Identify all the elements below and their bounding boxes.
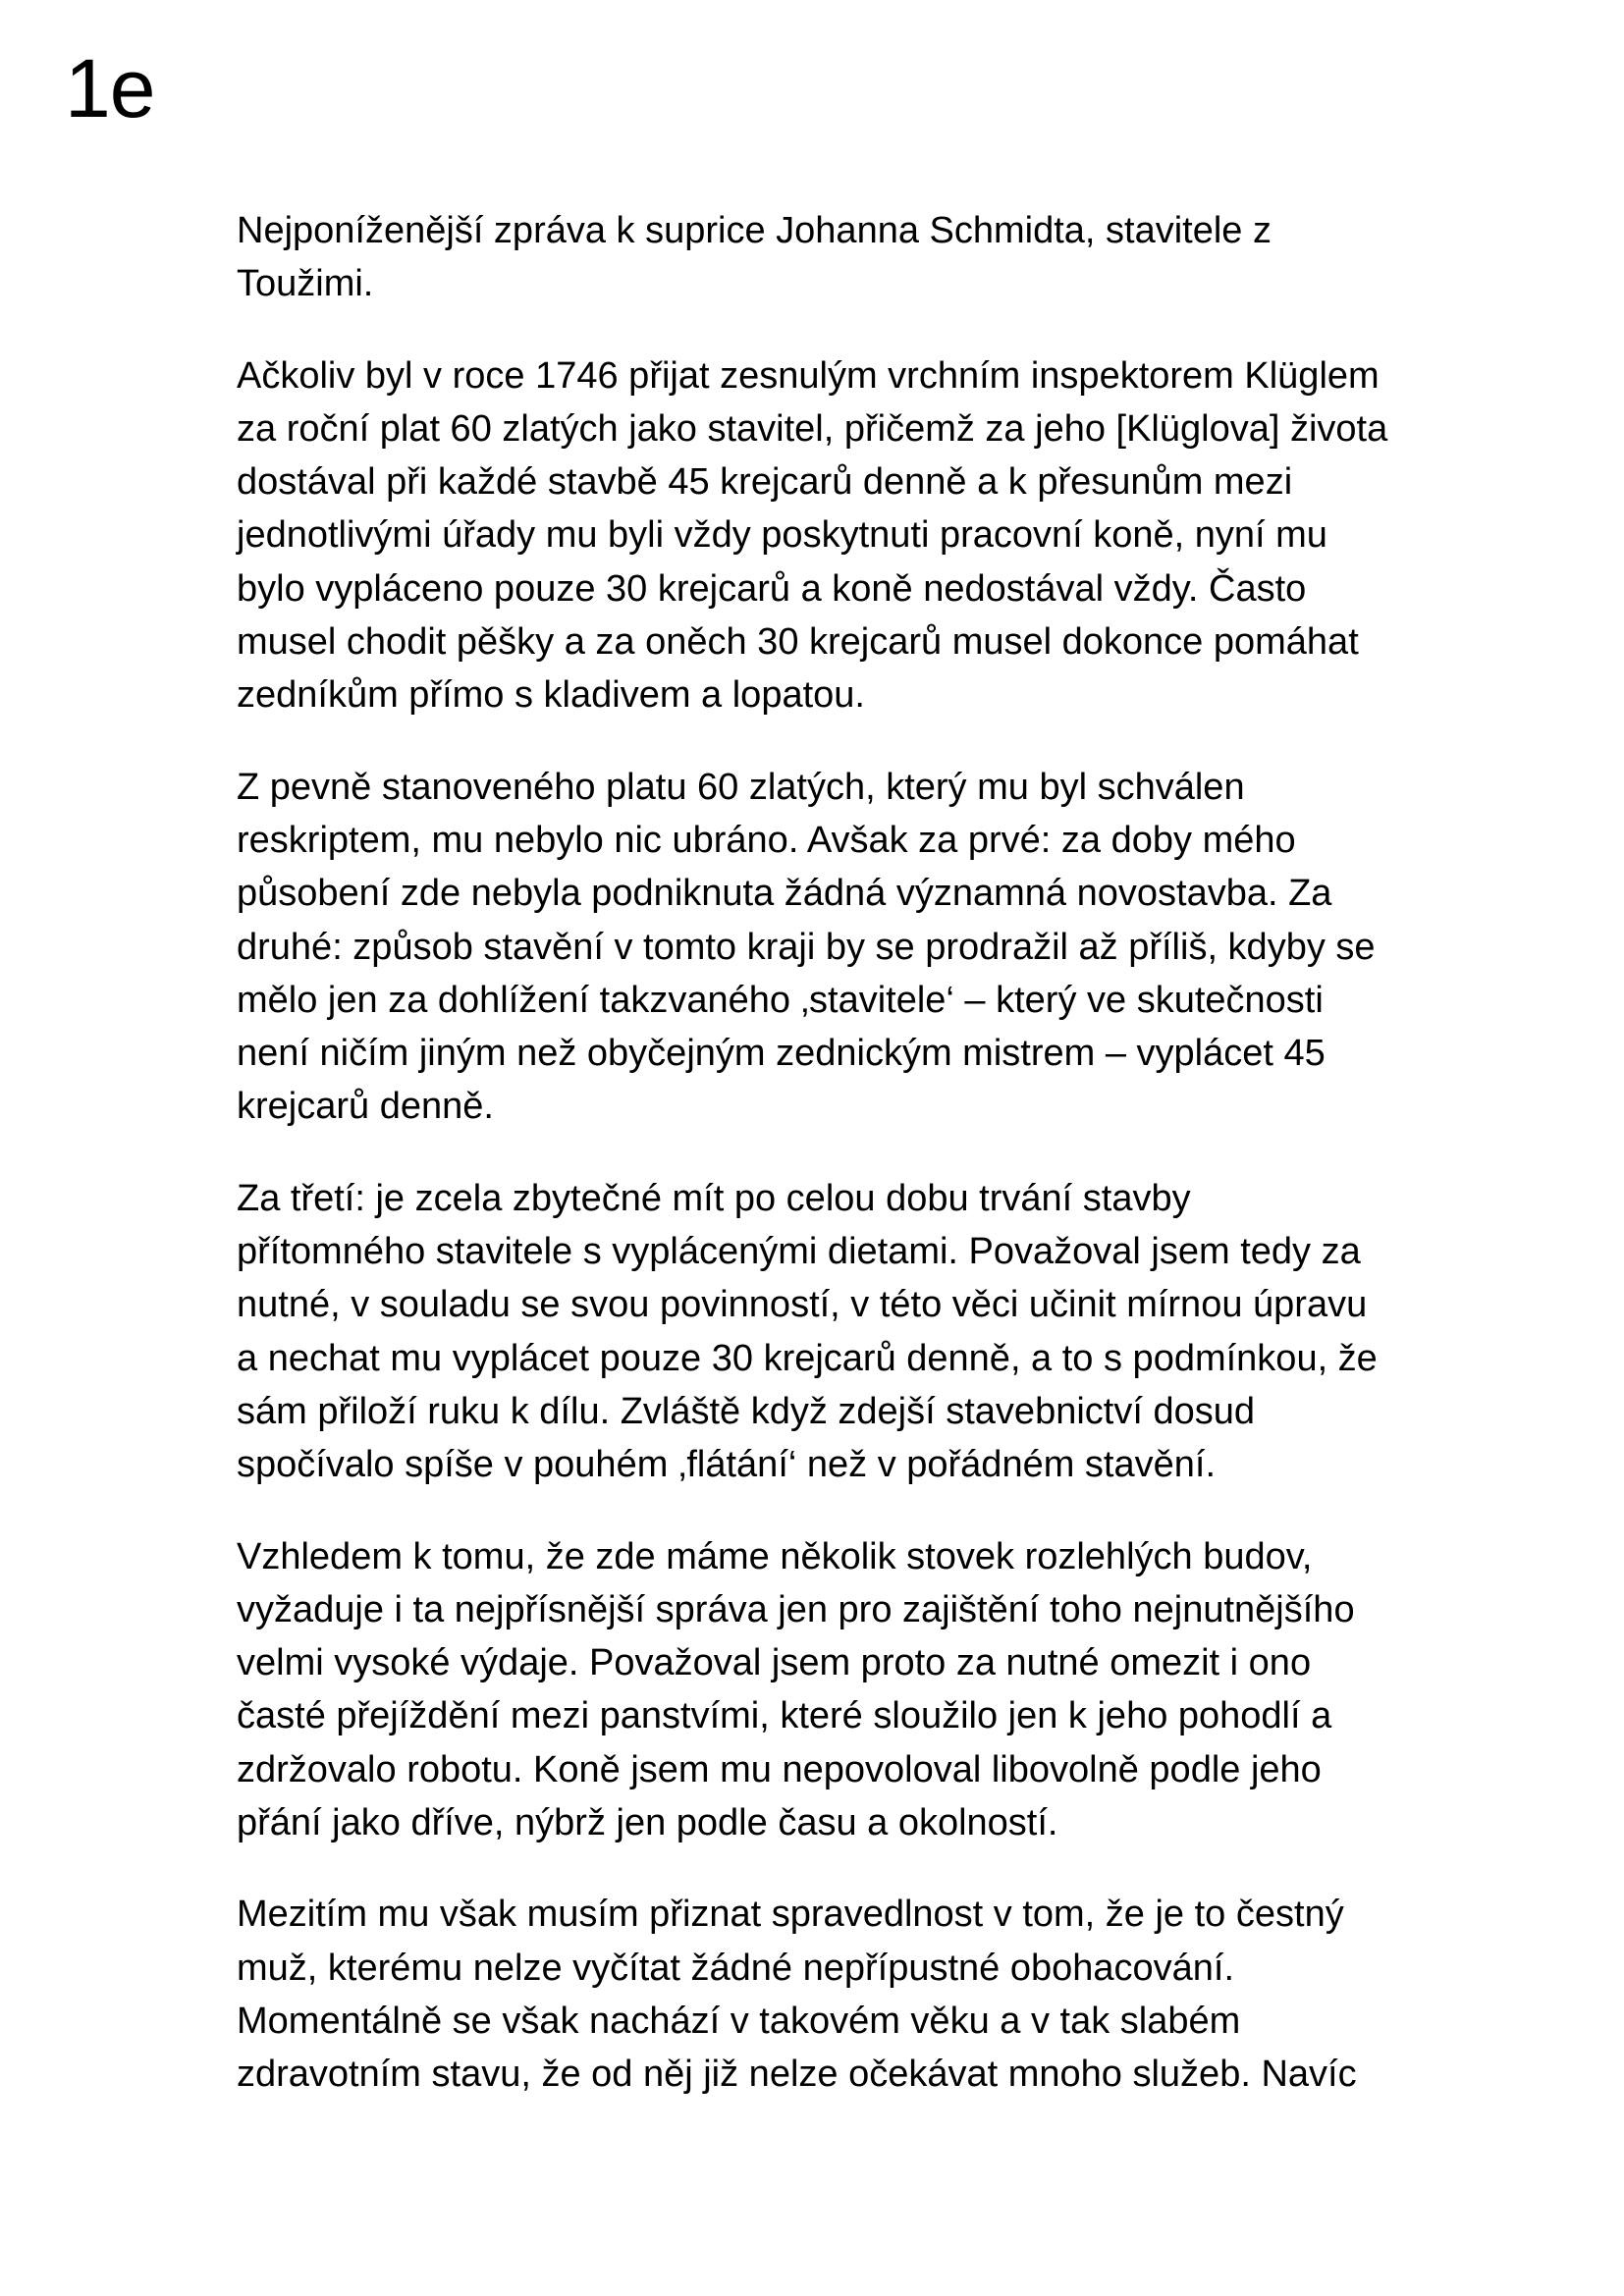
text-line: musel chodit pěšky a za oněch 30 krejcarů musel dokonce pomáhat	[237, 621, 1359, 664]
paragraph-4	[237, 1172, 1484, 1492]
page-number: 1e	[65, 42, 155, 134]
text-line: krejcarů denně.	[237, 1086, 494, 1128]
text-line: Za třetí: je zcela zbytečné mít po celou dobu trvání stavby	[237, 1177, 1191, 1219]
text-line: nutné, v souladu se svou povinností, v této věci učinit mírnou úpravu	[237, 1284, 1368, 1326]
text-line: dostával při každé stavbě 45 krejcarů denně a k přesunům mezi	[237, 461, 1293, 504]
text-line: vyžaduje i ta nejpřísnější správa jen pro zajištění toho nejnutnějšího	[237, 1588, 1355, 1630]
text-line: působení zde nebyla podniknuta žádná významná novostavba. Za	[237, 873, 1332, 915]
text-line: Mezitím mu však musím přiznat spravedlnost v tom, že je to čestný	[237, 1894, 1344, 1936]
text-line: není ničím jiným než obyčejným zednickým mistrem – vyplácet 45	[237, 1033, 1326, 1075]
document-body	[237, 204, 1484, 2140]
text-line: muž, kterému nelze vyčítat žádné nepřípustné obohacování.	[237, 1947, 1235, 1989]
text-line: Momentálně se však nachází v takovém věku a v tak slabém	[237, 2000, 1241, 2042]
text-line: druhé: způsob stavění v tomto kraji by se prodražil až příliš, kdyby se	[237, 926, 1376, 968]
text-line: velmi vysoké výdaje. Považoval jsem proto za nutné omezit i ono	[237, 1642, 1312, 1684]
text-line: zdravotním stavu, že od něj již nelze očekávat mnoho služeb. Navíc	[237, 2054, 1357, 2096]
paragraph-1	[237, 204, 1484, 311]
text-line: reskriptem, mu nebylo nic ubráno. Avšak za prvé: za doby mého	[237, 819, 1296, 861]
text-line: Toužimi.	[237, 263, 374, 305]
text-line: zedníkům přímo s kladivem a lopatou.	[237, 674, 865, 717]
paragraph-5	[237, 1530, 1484, 1850]
text-line: Ačkoliv byl v roce 1746 přijat zesnulým vrchním inspektorem Klüglem	[237, 354, 1380, 397]
text-line: bylo vypláceno pouze 30 krejcarů a koně nedostával vždy. Často	[237, 567, 1307, 610]
text-line: zdržovalo robotu. Koně jsem mu nepovoloval libovolně podle jeho	[237, 1748, 1322, 1790]
text-line: jednotlivými úřady mu byli vždy poskytnuti pracovní koně, nyní mu	[237, 514, 1327, 557]
text-line: Nejponíženější zpráva k suprice Johanna Schmidta, stavitele z	[237, 210, 1272, 251]
text-line: přání jako dříve, nýbrž jen podle času a okolností.	[237, 1802, 1058, 1844]
text-line: mělo jen za dohlížení takzvaného ‚stavitele‘ – který ve skutečnosti	[237, 979, 1324, 1021]
text-line: přítomného stavitele s vyplácenými dietami. Považoval jsem tedy za	[237, 1231, 1361, 1273]
text-line: sám přiloží ruku k dílu. Zvláště když zdejší stavebnictví dosud	[237, 1390, 1255, 1432]
text-line: spočívalo spíše v pouhém ‚flátání‘ než v pořádném stavění.	[237, 1444, 1216, 1486]
text-line: Z pevně stanoveného platu 60 zlatých, který mu byl schválen	[237, 766, 1245, 808]
paragraph-2	[237, 349, 1484, 722]
text-line: časté přejíždění mezi panstvími, které sloužilo jen k jeho pohodlí a	[237, 1695, 1332, 1737]
text-line: za roční plat 60 zlatých jako stavitel, přičemž za jeho [Klüglova] života	[237, 407, 1388, 450]
text-line: a nechat mu vyplácet pouze 30 krejcarů denně, a to s podmínkou, že	[237, 1337, 1378, 1379]
paragraph-6	[237, 1888, 1484, 2101]
paragraph-3	[237, 761, 1484, 1134]
text-line: Vzhledem k tomu, že zde máme několik stovek rozlehlých budov,	[237, 1535, 1313, 1577]
